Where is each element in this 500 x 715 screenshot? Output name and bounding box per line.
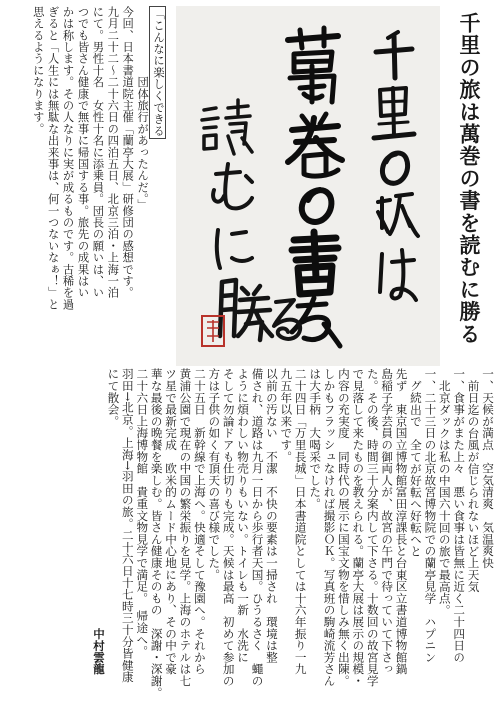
- paragraph-line: 二十四日「万里長城」日本書道院としては十六年振り一九: [293, 368, 308, 675]
- calligraphy-artwork: [176, 6, 440, 366]
- paragraph-line: 二十五日 新幹線で上海へ。快適そして豫園へ。それから: [192, 368, 207, 675]
- list-item: 一、二十三日の北京故宮博物院での蘭亭見学 ハプニン: [423, 368, 438, 664]
- intro-text: [6, 6, 166, 358]
- body-text: [5, 368, 495, 710]
- intro-line: にて。男性十名 女性十名に添乗員。団長の願いは、い: [91, 6, 105, 299]
- intro-quote: 「こんなに楽しくできる: [149, 6, 166, 358]
- list-item-continued: グ続出で 全てが好転へ好転へと: [408, 380, 423, 557]
- paragraph-line: 方は子供の如く有頂天の喜び様でした。: [207, 368, 222, 581]
- calligraphy-column-3: [202, 100, 300, 340]
- author-signature: 中村雲龍: [92, 628, 107, 675]
- paragraph-line: ツ星で最新完成 欧米的ムード中心地にあり、その中で豪: [164, 368, 179, 675]
- list-item: 一、天候が満点 空気清爽 気温爽快: [481, 368, 495, 569]
- calligraphy-column-2: [288, 28, 342, 346]
- intro-line: 思えるようになります。: [31, 6, 45, 135]
- paragraph-line: で見落して来たものを教えられる。蘭亭大展は展示の規模・: [351, 368, 366, 687]
- list-item: 一、食事がまた上々 悪い食事は皆無に近く二十四日の: [452, 368, 467, 664]
- calligraphy-panel: [176, 6, 440, 366]
- intro-line: 九月二十二～二十六日の四泊五日、北京三泊・上海一泊: [106, 6, 120, 299]
- paragraph-line: 以前の汚ない 不潔 不快の要素は一掃され 環境は整: [264, 368, 279, 663]
- paragraph-line: 華な最後の晩餐を楽しむ。皆さん健康そのもの 深謝・深謝。: [149, 368, 164, 699]
- paragraph-line: 島稲子学芸員の御両人が、故宮の午門で待っていて下さっ: [380, 368, 395, 675]
- page-title: 千里の旅は萬巻の書を読むに勝る: [457, 12, 482, 345]
- paragraph-line: そして勿論ドアも仕切りも完成。天候は最高 初めて参加の: [221, 368, 236, 687]
- paragraph-line: 内容の充実度 同時代の展示に国宝文物を惜しみ無く出陳。: [336, 368, 351, 687]
- intro-quote-end: 団体旅行があったんだ。」: [136, 6, 150, 211]
- paragraph-line: 黄浦公園で現在の中国の繁栄振りを見学。上海のホテルは七: [178, 368, 193, 687]
- intro-line: かは称します。その人なりに実が成るものです。古稀を過: [61, 6, 75, 311]
- paragraph-line: ように煩わしい物売りもいない。トイレも一新 水洗に: [236, 368, 251, 663]
- intro-line: 今回、日本書道院主催「蘭亭大展」研修団の感想です。: [121, 6, 135, 299]
- list-item-continued: 前日迄の台風が信じられないほど上天気: [466, 380, 481, 593]
- paragraph-line: は大手柄 大喝采でした。: [308, 368, 323, 510]
- paragraph-line: 先ず 東京国立博物館富田淳課長と台東区立書道博物館鍋: [394, 368, 409, 675]
- paragraph-line: しかもフラッシュなければ撮影ＯＫ。写真班の駒崎流芳さん: [322, 368, 337, 687]
- paragraph-line: 羽田→北京。上海→羽田の旅。二十六日十七時三十分皆健康: [120, 368, 135, 683]
- paragraph-line: 九五年以来です。: [279, 368, 294, 463]
- list-item-continued: 北京ダックは私の中国六十回の旅で最高点。: [437, 380, 452, 616]
- intro-line: ぎると「人生には無駄な出来事は、何一つないなぁ！」と: [46, 6, 60, 311]
- paragraph-line: 二十六日上海博物館 貴重文物見学で満足。 帰途へ。: [135, 368, 150, 658]
- intro-line: つでも皆さん健康で無事に帰国する事。旅先の成果はい: [76, 6, 90, 299]
- calligraphy-column-1: [374, 32, 418, 300]
- paragraph-line: 備され、道路は九月一日から歩行者天国。ひうるさく 蠅の: [250, 368, 265, 687]
- paragraph-line: にて散会。: [106, 368, 121, 427]
- paragraph-line: た。その後、時間三十分案内して下さる。十数回の故宮見学: [365, 368, 380, 687]
